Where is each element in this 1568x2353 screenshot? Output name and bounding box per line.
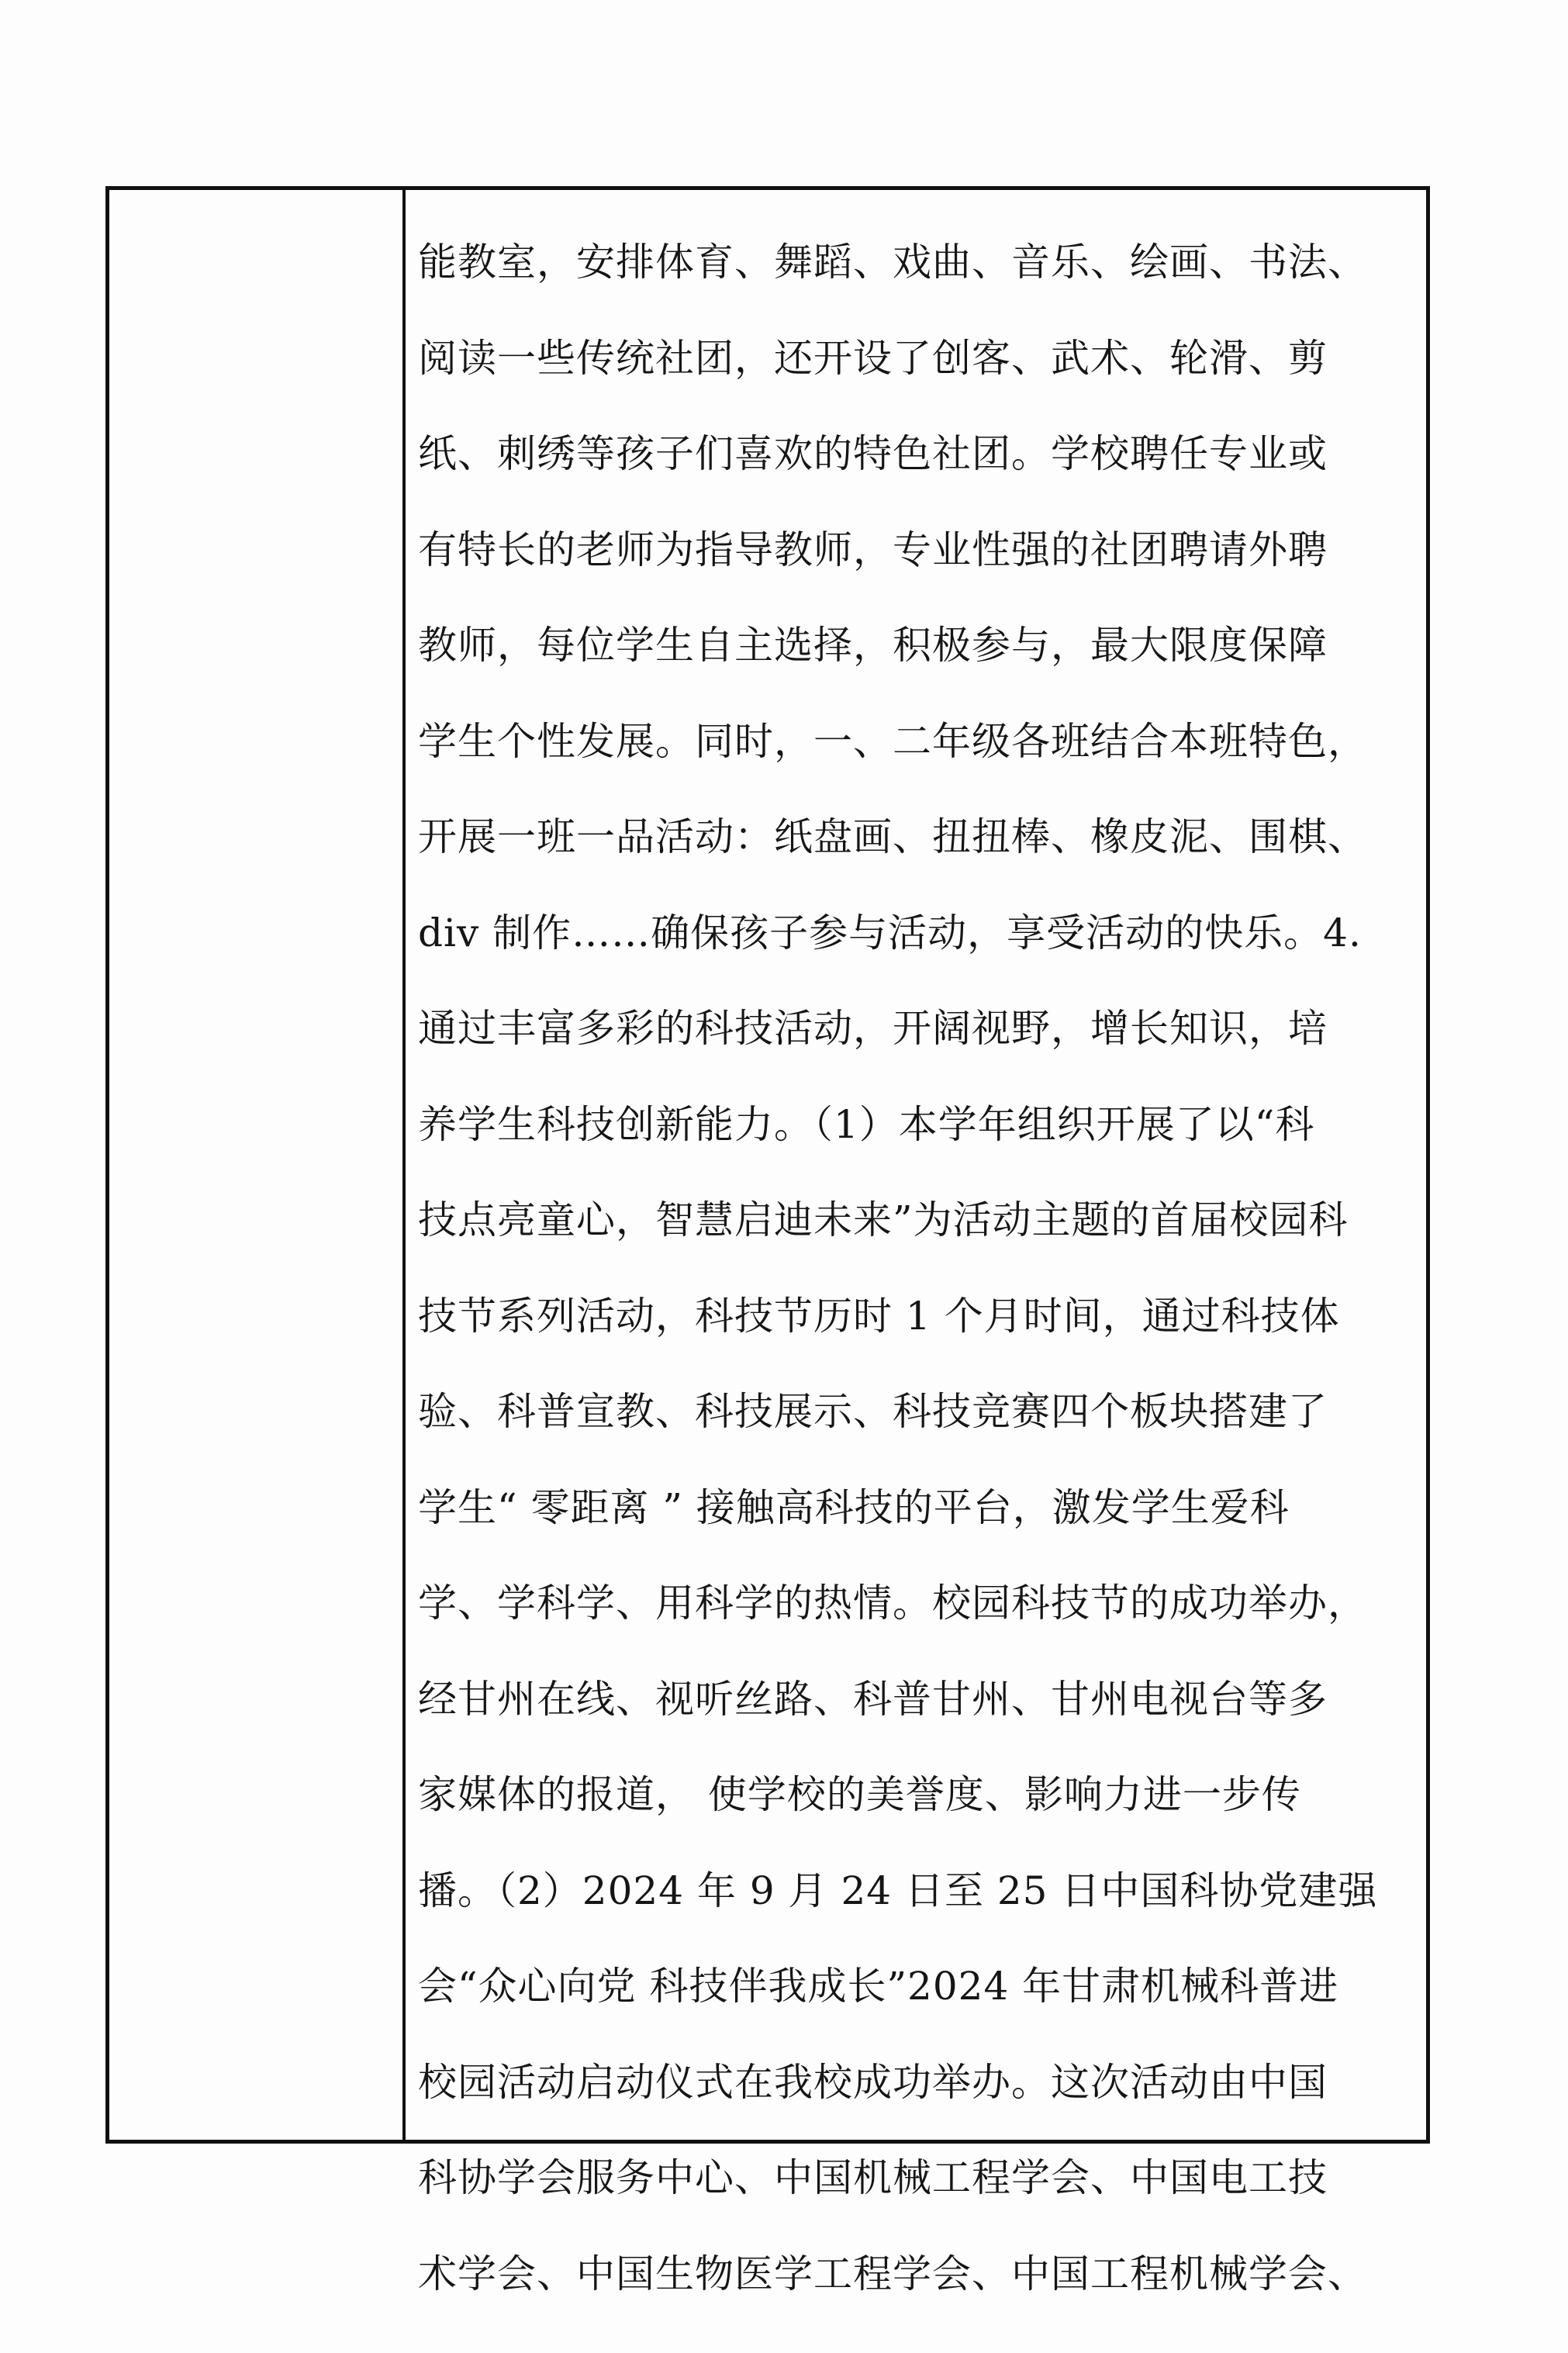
text-line: div 制作……确保孩子参与活动，享受活动的快乐。4. (418, 910, 1362, 955)
text-line: 开展一班一品活动：纸盘画、扭扭棒、橡皮泥、围棋、 (418, 814, 1367, 859)
text-line: 阅读一些传统社团，还开设了创客、武术、轮滑、剪 (418, 335, 1328, 381)
text-line: 验、科普宣教、科技展示、科技竞赛四个板块搭建了 (418, 1389, 1328, 1434)
table-right-cell-text (418, 215, 1403, 2322)
text-line: 能教室，安排体育、舞蹈、戏曲、音乐、绘画、书法、 (418, 240, 1367, 285)
text-line: 校园活动启动仪式在我校成功举办。这次活动由中国 (418, 2059, 1328, 2105)
text-line: 技节系列活动，科技节历时 1 个月时间，通过科技体 (418, 1293, 1340, 1339)
text-line: 经甘州在线、视听丝路、科普甘州、甘州电视台等多 (418, 1676, 1328, 1722)
text-line: 科协学会服务中心、中国机械工程学会、中国电工技 (418, 2155, 1328, 2200)
text-line: 教师，每位学生自主选择，积极参与，最大限度保障 (418, 623, 1328, 668)
table-frame (105, 186, 1430, 2296)
text-line: 技点亮童心，智慧启迪未来”为活动主题的首届校园科 (418, 1197, 1349, 1242)
text-line: 播。（2）2024 年 9 月 24 日至 25 日中国科协党建强 (418, 1868, 1378, 1913)
text-line: 养学生科技创新能力。（1）本学年组织开展了以“科 (418, 1101, 1315, 1147)
text-line: 通过丰富多彩的科技活动，开阔视野，增长知识，培 (418, 1006, 1328, 1051)
text-line: 纸、刺绣等孩子们喜欢的特色社团。学校聘任专业或 (418, 431, 1328, 476)
text-line: 学生个性发展。同时，一、二年级各班结合本班特色， (418, 718, 1367, 764)
text-line: 学、学科学、用科学的热情。校园科技节的成功举办， (418, 1581, 1367, 1626)
text-line: 术学会、中国生物医学工程学会、中国工程机械学会、 (418, 2251, 1367, 2296)
text-line: 家媒体的报道， 使学校的美誉度、影响力进一步传 (418, 1772, 1301, 1817)
column-divider (402, 190, 406, 2140)
text-line: 会“众心向党 科技伴我成长”2024 年甘肃机械科普进 (418, 1964, 1339, 2009)
text-line: 学生“ 零距离 ” 接触高科技的平台，激发学生爱科 (418, 1484, 1290, 1530)
table-left-cell (109, 190, 402, 2140)
text-line: 有特长的老师为指导教师，专业性强的社团聘请外聘 (418, 527, 1328, 572)
